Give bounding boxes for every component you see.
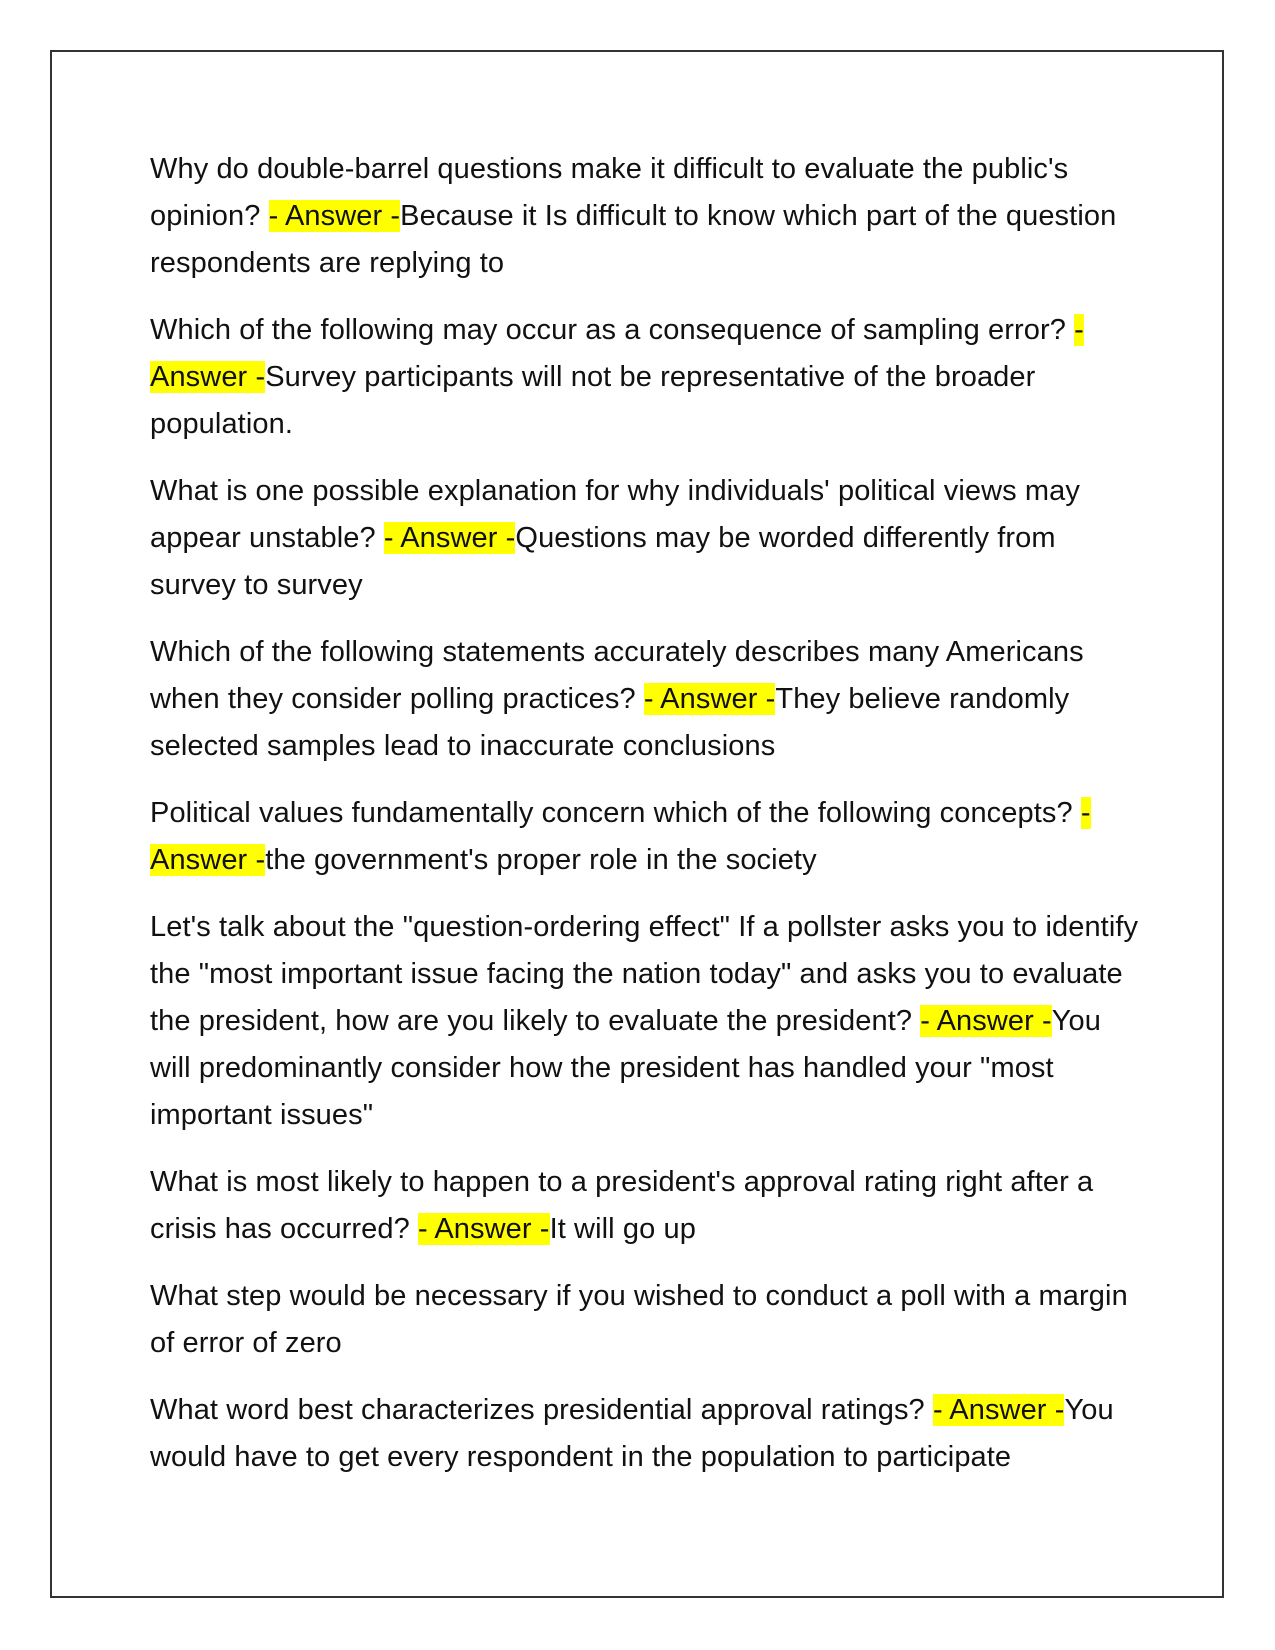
answer-marker: - Answer - xyxy=(383,522,516,554)
answer-text: the government's proper role in the society xyxy=(265,844,817,876)
question-text: Why do double-barrel questions make it difficult to evaluate the public's opinion? xyxy=(150,153,1069,232)
answer-marker: - Answer - xyxy=(920,1005,1052,1037)
answer-text: They believe randomly selected samples lead to inaccurate conclusions xyxy=(150,683,1070,762)
answer-marker: - Answer - xyxy=(418,1213,550,1245)
qa-item-5 xyxy=(150,790,1140,884)
question-text: Which of the following may occur as a consequence of sampling error? xyxy=(150,314,1075,346)
answer-marker: - Answer - xyxy=(643,683,776,715)
answer-text: You would have to get every respondent in the population to participate xyxy=(150,1394,1114,1473)
question-text: Which of the following statements accurately describes many Americans when they consider polling practices? xyxy=(150,636,1084,715)
qa-item-4 xyxy=(150,629,1140,770)
answer-text: Questions may be worded differently from survey to survey xyxy=(150,522,1056,601)
question-text: What is most likely to happen to a president's approval rating right after a crisis has occurred? xyxy=(150,1166,1094,1245)
qa-item-9 xyxy=(150,1387,1140,1481)
qa-item-1 xyxy=(150,146,1140,287)
qa-item-8 xyxy=(150,1273,1140,1367)
answer-text: It will go up xyxy=(549,1213,696,1245)
answer-marker: - Answer - xyxy=(150,314,1084,393)
question-text: Political values fundamentally concern which of the following concepts? xyxy=(150,797,1081,829)
answer-marker: - Answer - xyxy=(268,200,401,232)
answer-marker: - Answer - xyxy=(150,797,1091,876)
answer-marker: - Answer - xyxy=(932,1394,1065,1426)
question-text: What is one possible explanation for why individuals' political views may appear unstable? xyxy=(150,475,1081,554)
qa-item-7 xyxy=(150,1159,1140,1253)
question-text: What word best characterizes presidential approval ratings? xyxy=(150,1394,933,1426)
answer-text: You will predominantly consider how the president has handled your "most important issues" xyxy=(150,1005,1102,1131)
question-text: What step would be necessary if you wished to conduct a poll with a margin of error of zero xyxy=(150,1280,1128,1359)
answer-text: Because it Is difficult to know which part of the question respondents are replying to xyxy=(150,200,1117,279)
qa-item-2 xyxy=(150,307,1140,448)
qa-item-6 xyxy=(150,904,1140,1139)
document-body xyxy=(150,146,1140,1501)
question-text: Let's talk about the "question-ordering effect" If a pollster asks you to identify the "most important issue facing the nation today" and asks you to evaluate the president, how are you likely to evaluate the president? xyxy=(150,911,1139,1037)
answer-text: Survey participants will not be representative of the broader population. xyxy=(150,361,1036,440)
qa-item-3 xyxy=(150,468,1140,609)
